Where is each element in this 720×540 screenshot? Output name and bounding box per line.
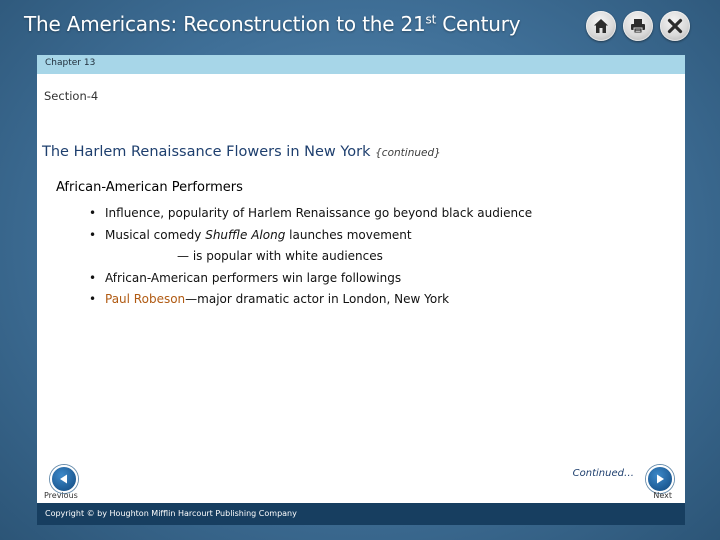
bullet-list [87,203,532,311]
triangle-left-icon [58,473,70,485]
close-button[interactable] [660,11,690,41]
bullet-item: • Influence, popularity of Harlem Renaissance go beyond black audience [87,203,532,225]
previous-button[interactable] [50,465,78,493]
close-icon [666,17,684,35]
bullet-item [87,225,532,247]
app-title [24,12,520,36]
chapter-bar [37,55,685,74]
sub-heading: African-American Performers [56,180,243,195]
heading-text: The Harlem Renaissance Flowers in New York [42,144,371,160]
section-label: Section-4 [44,89,99,103]
header-toolbar [586,11,690,41]
next-label: Next [653,491,672,500]
home-icon [592,17,610,35]
previous-label: Previous [44,491,78,500]
print-button[interactable] [623,11,653,41]
slide-heading [42,144,441,160]
footer-bar [37,503,685,525]
bullet-text: launches movement [285,227,412,242]
print-icon [629,17,647,35]
bullet-item [87,289,532,311]
copyright-text: Copyright © by Houghton Mifflin Harcourt Publishing Company [45,509,297,518]
title-main: The Americans: Reconstruction to the 21 [24,12,426,36]
bullet-continuation: — is popular with white audiences [177,249,383,263]
heading-continued-note: {continued} [375,147,441,159]
slide-content [37,74,685,503]
bullet-item: • African-American performers win large followings [87,268,532,290]
bullet-text: —major dramatic actor in London, New York [185,292,450,306]
show-title: Shuffle Along [205,227,286,242]
continued-label: Continued… [572,468,634,479]
highlighted-name: Paul Robeson [105,292,186,306]
home-button[interactable] [586,11,616,41]
next-button[interactable] [646,465,674,493]
triangle-right-icon [654,473,666,485]
title-end: Century [436,12,521,36]
title-superscript: st [425,12,437,27]
chapter-label: Chapter 13 [45,58,96,68]
bullet-text: Musical comedy [105,227,206,242]
